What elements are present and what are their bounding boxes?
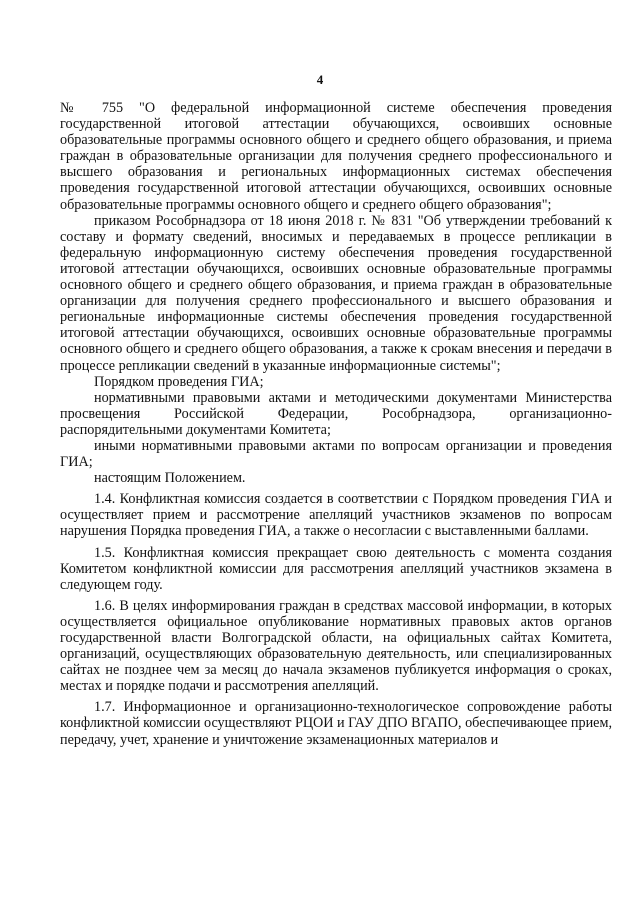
paragraph-1-4: 1.4. Конфликтная комиссия создается в соответствии с Порядком проведения ГИА и осуществляет прием и рассмотрение апелляций участников экзаменов по вопросам нарушения Порядка проведения ГИА, а также о несогласии с выставленными баллами. bbox=[60, 491, 612, 540]
paragraph-normative-acts: нормативными правовыми актами и методическими документами Министерства просвещения Российской Федерации, Рособрнадзора, организационно-распорядительными документами Комитета; bbox=[60, 389, 612, 438]
page-number: 4 bbox=[316, 72, 324, 87]
paragraph-this-regulation: настоящим Положением. bbox=[94, 470, 246, 487]
paragraph-gia-procedure: Порядком проведения ГИА; bbox=[94, 373, 264, 390]
paragraph-continuation: № 755 "О федеральной информационной системе обеспечения проведения государственной итоговой аттестации обучающихся, освоивших основные образовательные программы основного общего и среднего общего образования, и приема граждан в образовательные организации для получения среднего профессионального и высшего образования и региональных информационных системах обеспечения проведения государственной итоговой аттестации обучающихся, освоивших основные образовательные программы основного общего и среднего общего образования"; bbox=[60, 100, 612, 213]
paragraph-other-acts: иными нормативными правовыми актами по вопросам организации и проведения ГИА; bbox=[60, 437, 612, 471]
document-body bbox=[60, 100, 612, 748]
paragraph-order-831: приказом Рособрнадзора от 18 июня 2018 г. № 831 "Об утверждении требований к составу и формату сведений, вносимых и передаваемых в процессе репликации в федеральную информационную систему обеспечения проведения государственной итоговой аттестации обучающихся, освоивших основные образовательные программы основного общего и среднего общего образования, и приема граждан в образовательные организации для получения среднего профессионального и высшего образования и региональные информационные системы обеспечения проведения государственной итоговой аттестации обучающихся, освоивших основные образовательные программы основного общего и среднего общего образования, а также к срокам внесения и передачи в процессе репликации сведений в указанные информационные системы"; bbox=[60, 212, 612, 374]
paragraph-1-5: 1.5. Конфликтная комиссия прекращает свою деятельность с момента создания Комитетом конфликтной комиссии для рассмотрения апелляций участников экзамена в следующем году. bbox=[60, 544, 612, 593]
paragraph-1-6: 1.6. В целях информирования граждан в средствах массовой информации, в которых осуществляется официальное опубликование нормативных правовых актов органов государственной власти Волгоградской области, на официальных сайтах Комитета, организаций, осуществляющих образовательную деятельность, или специализированных сайтах не позднее чем за месяц до начала экзаменов публикуется информация о сроках, местах и порядке подачи и рассмотрения апелляций. bbox=[60, 597, 612, 695]
paragraph-1-7: 1.7. Информационное и организационно-технологическое сопровождение работы конфликтной комиссии осуществляют РЦОИ и ГАУ ДПО ВГАПО, обеспечивающее прием, передачу, учет, хранение и уничтожение экзаменационных материалов и bbox=[60, 699, 612, 748]
